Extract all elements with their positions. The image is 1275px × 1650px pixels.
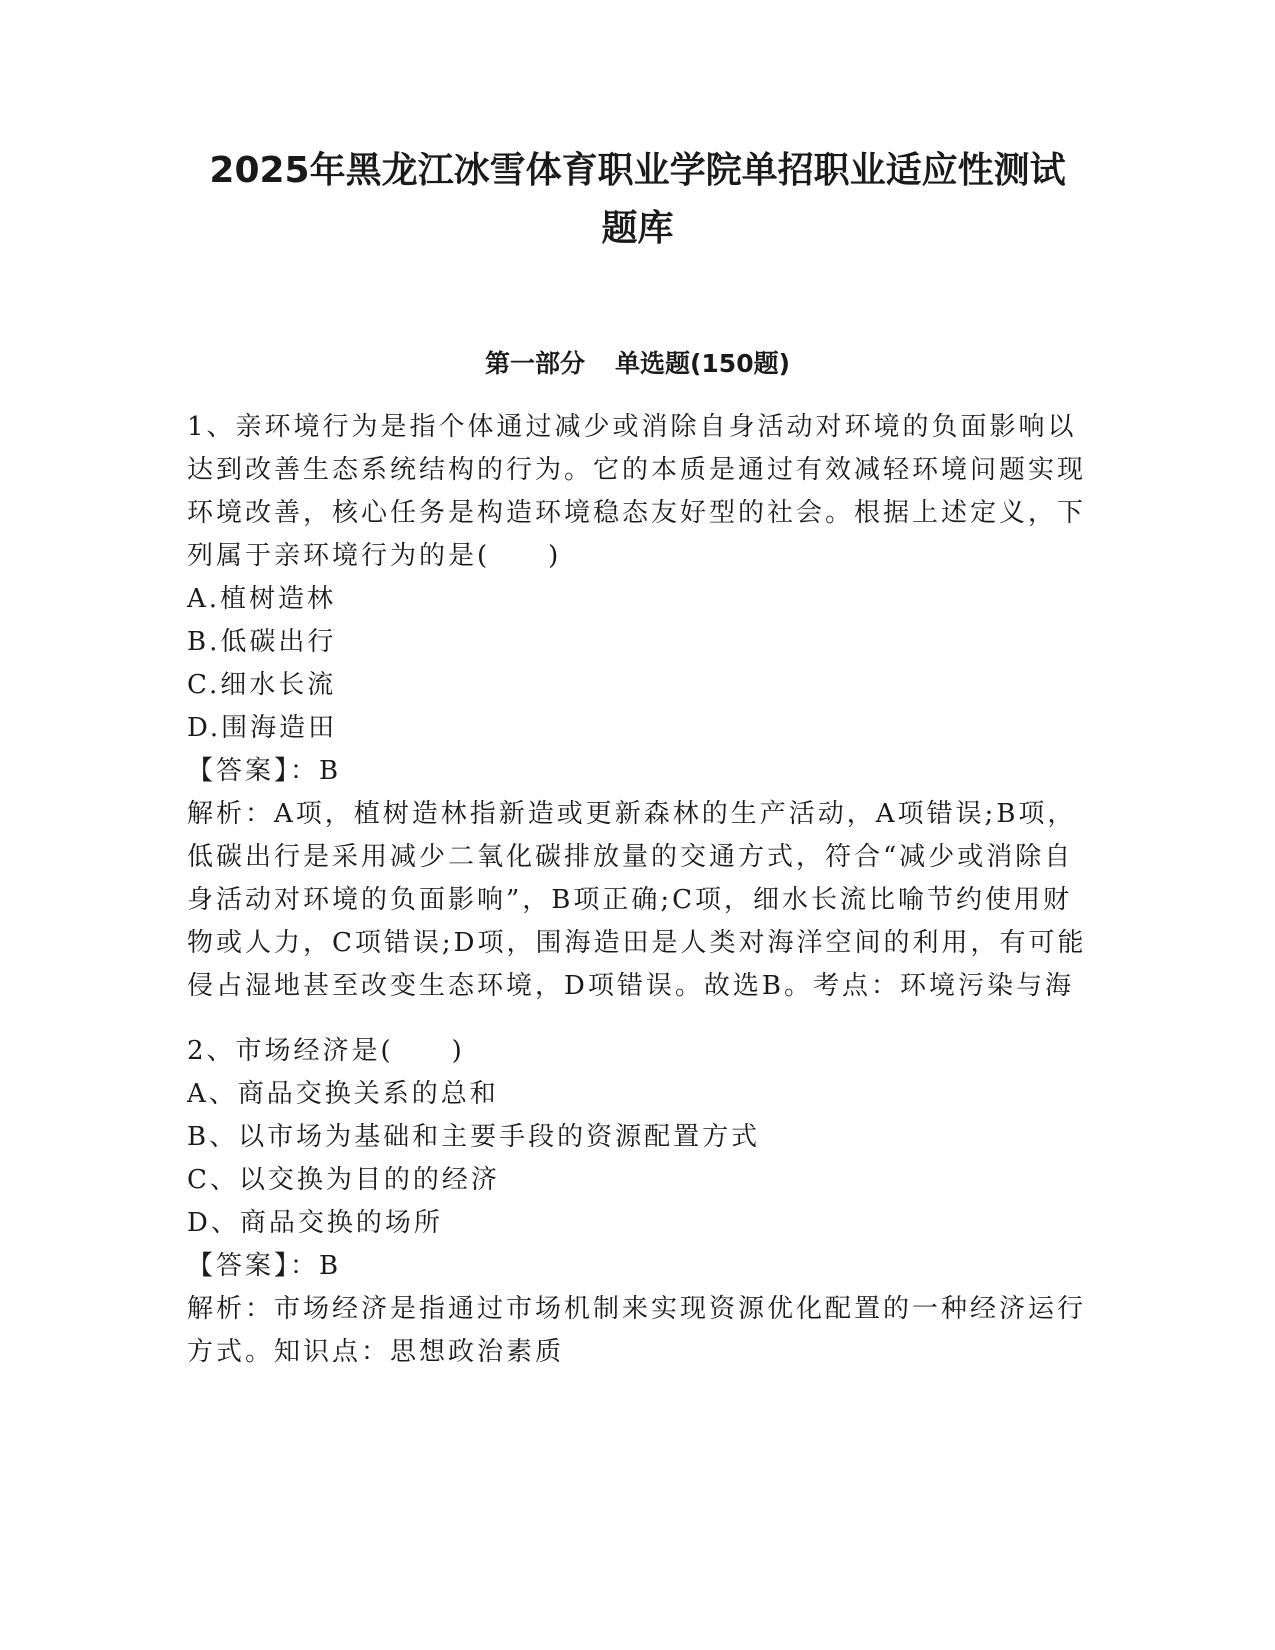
option-d: D、商品交换的场所: [187, 1208, 443, 1238]
document-title-line1: 2025年黑龙江冰雪体育职业学院单招职业适应性测试: [209, 150, 1066, 191]
section-part: 第一部分: [484, 349, 585, 378]
option-c: C、以交换为目的的经济: [187, 1165, 500, 1195]
option-d: D.围海造田: [187, 713, 338, 743]
section-heading: [150, 346, 1125, 382]
option-a: A、商品交换关系的总和: [187, 1079, 499, 1109]
section-name: 单选题(150题): [614, 349, 791, 378]
document-title-line2: 题库: [601, 208, 674, 249]
question-list: [187, 406, 1087, 1396]
option-a: A.植树造林: [187, 584, 337, 614]
analysis: 解析：A项，植树造林指新造或更新森林的生产活动，A项错误;B项，低碳出行是采用减少二氧化碳排放量的交通方式，符合“减少或消除自身活动对环境的负面影响”，B项正确;C项，细水长流比喻节约使用财物或人力，C项错误;D项，围海造田是人类对海洋空间的利用，有可能侵占湿地甚至改变生态环境，D项错误。故选B。考点：环境污染与海: [187, 799, 1087, 1001]
answer: 【答案】：B: [187, 756, 342, 786]
analysis: 解析：市场经济是指通过市场机制来实现资源优化配置的一种经济运行方式。知识点：思想政治素质: [187, 1294, 1087, 1367]
question-stem: 2、市场经济是( ): [187, 1036, 465, 1066]
question-stem: 1、亲环境行为是指个体通过减少或消除自身活动对环境的负面影响以达到改善生态系统结构的行为。它的本质是通过有效减轻环境问题实现环境改善，核心任务是构造环境稳态友好型的社会。根据上述定义，下列属于亲环境行为的是( ): [187, 412, 1087, 571]
option-b: B、以市场为基础和主要手段的资源配置方式: [187, 1122, 761, 1152]
question-2: [187, 1030, 1087, 1374]
document-title: [150, 142, 1125, 258]
question-1: [187, 406, 1087, 1008]
option-c: C.细水长流: [187, 670, 337, 700]
answer: 【答案】：B: [187, 1251, 342, 1281]
option-b: B.低碳出行: [187, 627, 337, 657]
